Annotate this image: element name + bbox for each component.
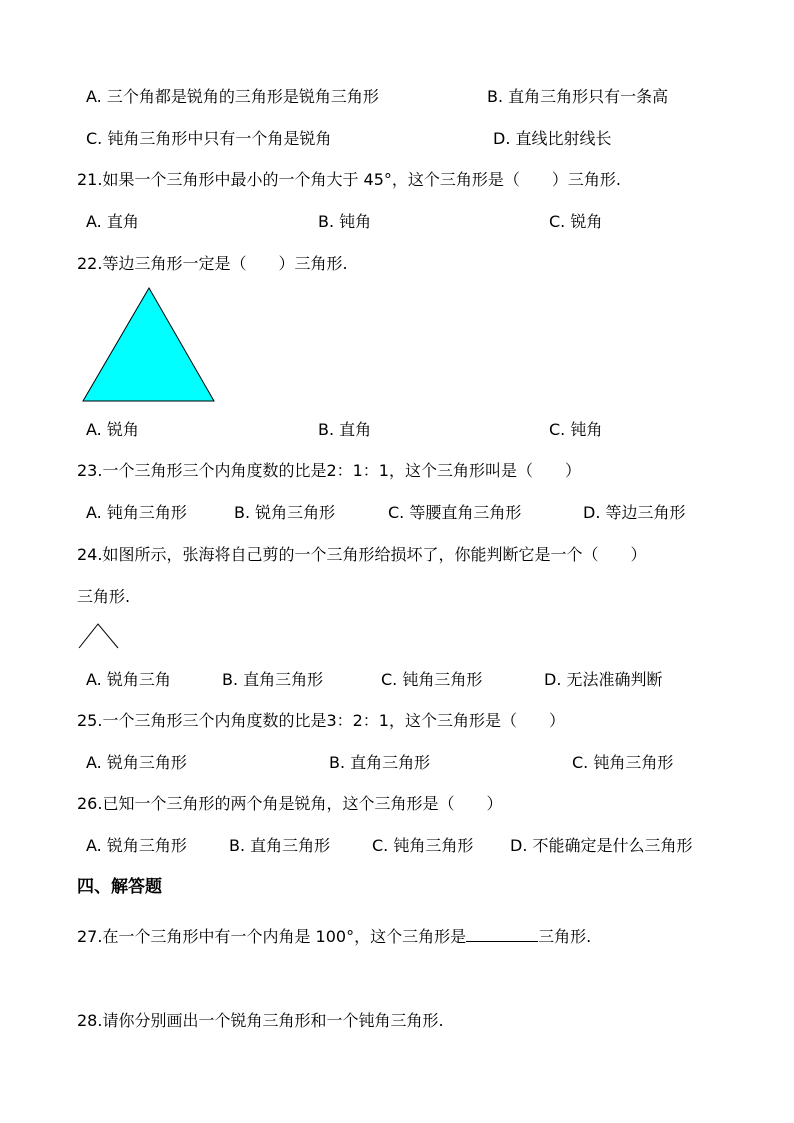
q27-stem [77, 927, 591, 947]
q21-option-a: A. 直角 [86, 212, 139, 231]
q25-stem: 25.一个三角形三个内角度数的比是3：2：1，这个三角形是（ ） [77, 711, 565, 730]
q22-option-a: A. 锐角 [86, 420, 139, 439]
q20-option-b: B. 直角三角形只有一条高 [487, 87, 669, 106]
broken-triangle-figure [78, 622, 120, 650]
q26-stem: 26.已知一个三角形的两个角是锐角，这个三角形是（ ） [77, 794, 503, 813]
q20-option-a: A. 三个角都是锐角的三角形是锐角三角形 [86, 87, 379, 106]
q27-text-before: 27.在一个三角形中有一个内角是 100°，这个三角形是 [77, 927, 467, 946]
q21-option-c: C. 锐角 [549, 212, 603, 231]
q27-answer-blank[interactable] [466, 927, 538, 942]
q25-option-c: C. 钝角三角形 [572, 753, 674, 772]
q21-option-b: B. 钝角 [318, 212, 372, 231]
q27-text-after: 三角形. [538, 927, 592, 946]
q26-option-b: B. 直角三角形 [229, 836, 331, 855]
q26-option-a: A. 锐角三角形 [86, 836, 187, 855]
q22-stem: 22.等边三角形一定是（ ）三角形. [77, 254, 348, 273]
q23-option-c: C. 等腰直角三角形 [388, 503, 522, 522]
broken-triangle-apex [79, 624, 118, 648]
q25-option-a: A. 锐角三角形 [86, 753, 187, 772]
q24-option-c: C. 钝角三角形 [381, 670, 483, 689]
q23-option-d: D. 等边三角形 [583, 503, 686, 522]
section-heading: 四、解答题 [77, 877, 162, 897]
q24-stem-line1: 24.如图所示，张海将自己剪的一个三角形给损坏了，你能判断它是一个（ ） [77, 545, 647, 564]
q23-option-b: B. 锐角三角形 [234, 503, 336, 522]
q20-option-d: D. 直线比射线长 [493, 129, 612, 148]
q23-stem: 23.一个三角形三个内角度数的比是2：1：1，这个三角形叫是（ ） [77, 461, 581, 480]
equilateral-triangle [83, 288, 214, 401]
q28-stem: 28.请你分别画出一个锐角三角形和一个钝角三角形. [77, 1011, 444, 1030]
q26-option-c: C. 钝角三角形 [372, 836, 474, 855]
q24-option-d: D. 无法准确判断 [544, 670, 663, 689]
q24-option-b: B. 直角三角形 [222, 670, 324, 689]
q25-option-b: B. 直角三角形 [329, 753, 431, 772]
q24-stem-line2: 三角形. [77, 587, 131, 606]
equilateral-triangle-figure [81, 285, 217, 405]
q26-option-d: D. 不能确定是什么三角形 [510, 836, 693, 855]
q20-option-c: C. 钝角三角形中只有一个角是锐角 [86, 129, 332, 148]
q22-option-b: B. 直角 [318, 420, 372, 439]
q21-stem: 21.如果一个三角形中最小的一个角大于 45°，这个三角形是（ ）三角形. [77, 170, 621, 189]
q24-option-a: A. 锐角三角 [86, 670, 171, 689]
q22-option-c: C. 钝角 [549, 420, 603, 439]
q23-option-a: A. 钝角三角形 [86, 503, 187, 522]
